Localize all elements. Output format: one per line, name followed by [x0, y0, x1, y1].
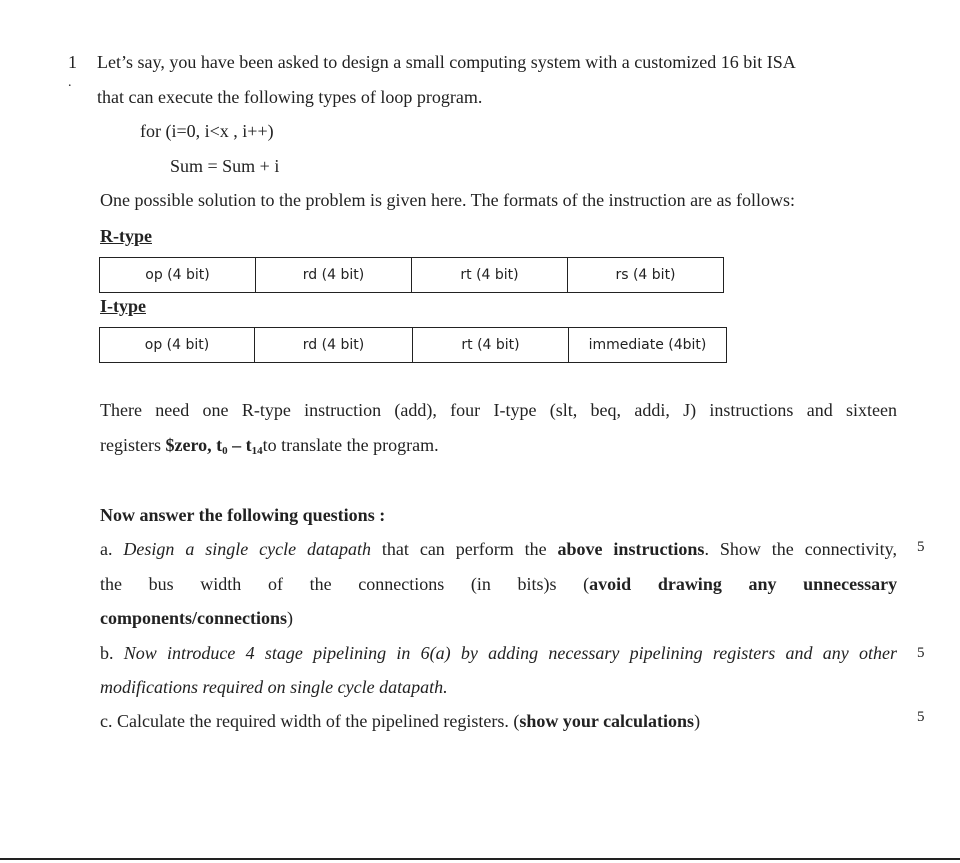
requirements-line-1: There need one R-type instruction (add), four I-type (slt, beq, addi, J) instructions and sixteen [100, 400, 897, 420]
code-line-2: Sum = Sum + i [170, 156, 280, 176]
intro-line-2: that can execute the following types of loop program. [97, 87, 483, 107]
question-a-line-2: the bus width of the connections (in bits)s (avoid drawing any unnecessary [100, 574, 898, 594]
i-type-format-table [99, 327, 727, 363]
question-b-marks: 5 [917, 645, 925, 661]
register-zero: $zero, [165, 435, 212, 455]
bottom-divider [0, 858, 960, 860]
question-a-line-1: a. Design a single cycle datapath that can perform the above instructions. Show the connectivity, [100, 539, 897, 559]
r-type-field-rd: rd (4 bit) [256, 258, 412, 293]
question-a-bold: above instructions [557, 539, 705, 559]
r-type-format-table [99, 257, 724, 293]
question-c-marks: 5 [917, 709, 925, 725]
requirements-registers-label: registers [100, 435, 166, 455]
i-type-heading: I-type [100, 296, 146, 316]
r-type-field-op: op (4 bit) [100, 258, 256, 293]
question-b-line-1: b. Now introduce 4 stage pipelining in 6(a) by adding necessary pipelining registers and any other [100, 643, 898, 663]
intro-line-1: Let’s say, you have been asked to design a small computing system with a customized 16 bit ISA [97, 52, 796, 72]
question-a-italic: Design a single cycle datapath [123, 539, 372, 559]
i-type-field-rd: rd (4 bit) [255, 328, 413, 363]
code-line-1: for (i=0, i<x , i++) [140, 121, 274, 141]
r-type-field-rs: rs (4 bit) [568, 258, 724, 293]
requirements-suffix: to translate the program. [262, 435, 439, 455]
r-type-field-rt: rt (4 bit) [412, 258, 568, 293]
i-type-field-immediate: immediate (4bit) [569, 328, 727, 363]
question-c-line: c. Calculate the required width of the pipelined registers. (show your calculations) [100, 711, 701, 731]
solution-line: One possible solution to the problem is given here. The formats of the instruction are as follows: [100, 190, 796, 210]
r-type-heading: R-type [100, 226, 152, 246]
question-a-line-3: components/connections) [100, 608, 294, 628]
i-type-field-rt: rt (4 bit) [413, 328, 569, 363]
requirements-line-2 [100, 435, 439, 456]
register-t-range: $t_0 - t_{14}$ [211, 435, 263, 457]
question-number: 1 [68, 52, 77, 72]
question-c-bold: show your calculations [519, 711, 695, 731]
question-number-dot: . [68, 75, 72, 90]
question-b-line-2: modifications required on single cycle datapath. [100, 677, 448, 697]
question-a-marks: 5 [917, 539, 925, 555]
questions-heading: Now answer the following questions : [100, 505, 386, 525]
i-type-field-op: op (4 bit) [100, 328, 255, 363]
